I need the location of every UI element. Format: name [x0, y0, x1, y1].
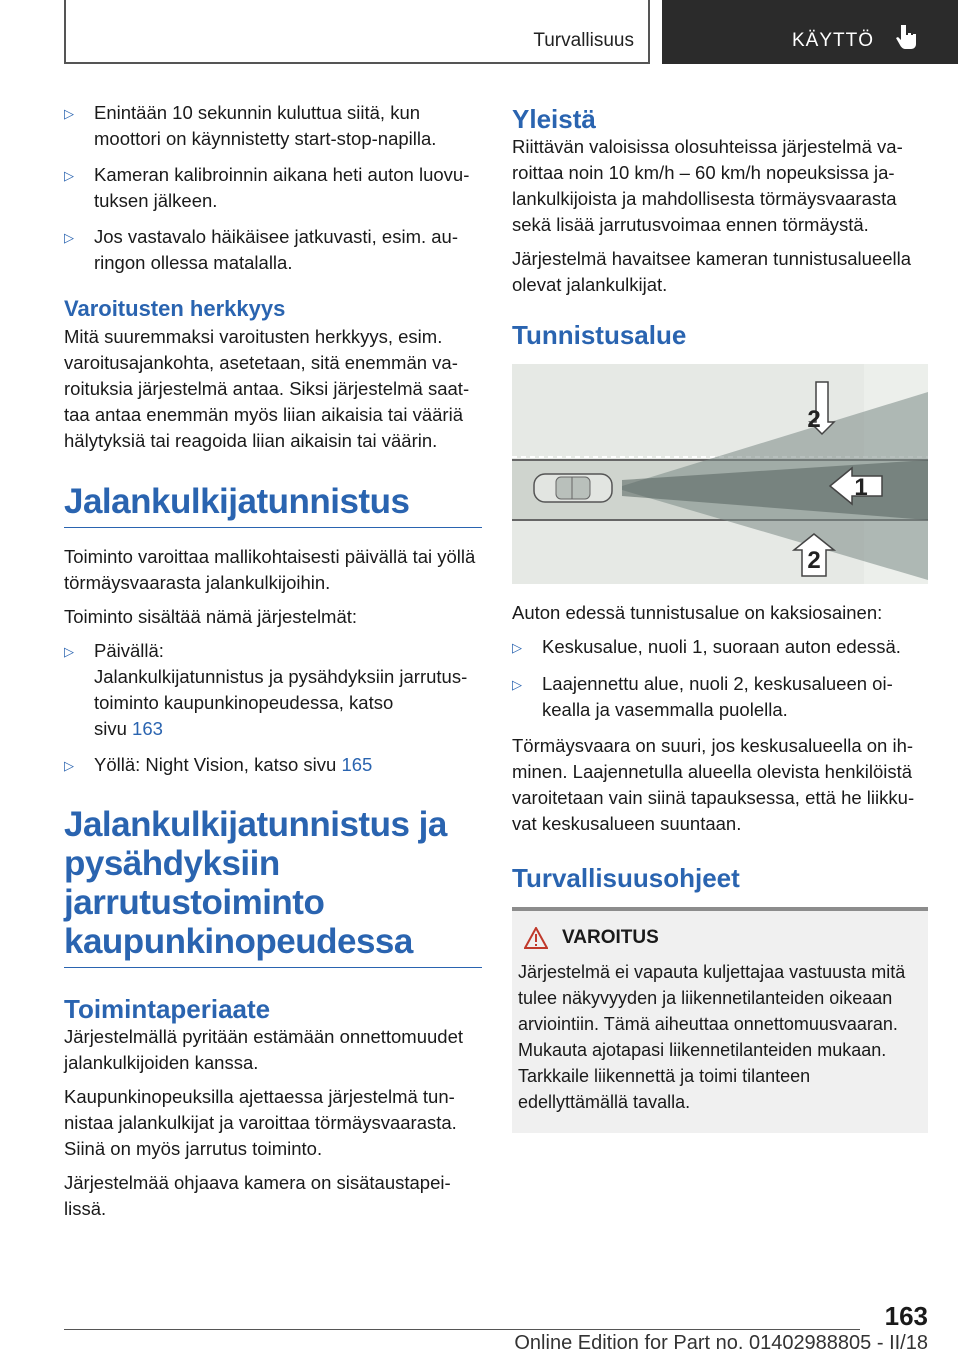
general-text-2: Järjestelmä havaitsee kameran tunnistusalueella olevat jalankulkijat.	[512, 248, 911, 295]
right-column	[512, 100, 928, 1133]
warning-text: Järjestelmä ei vapauta kuljettajaa vastuusta mitä tulee näkyvyyden ja liikennetilanteiden oikeaan arviointiin. Tämä aiheuttaa onnettomuusvaaran. Mukauta ajotapasi liikennetilanteiden mukaan. Tarkkaile liikennettä ja toimi tilanteen edellyttämällä tavalla.	[518, 962, 906, 1112]
principle-text-2: Kaupunkinopeuksilla ajettaessa järjestelmä tunnistaa jalankulkijat ja varoittaa törmäysvaarasta. Siinä on myös jarrutus toiminto.	[64, 1086, 457, 1159]
chapter-tab-label: KÄYTTÖ	[792, 30, 875, 51]
pedestrian-intro: Toiminto varoittaa mallikohtaisesti päivällä tai yöllä törmäysvaarasta jalankulkijoihin.	[64, 546, 476, 593]
detection-risk-text: Törmäysvaara on suuri, jos keskusalueella on ihminen. Laajennetulla alueella olevista henkilöistä varoitetaan vain siinä tapauksessa, että he liikkuvat keskusalueen suuntaan.	[512, 735, 915, 834]
svg-text:2: 2	[807, 547, 821, 574]
principle-text-3: Järjestelmää ohjaava kamera on sisätaustapeilissä.	[64, 1172, 451, 1219]
page-number: 163	[884, 1301, 928, 1331]
svg-text:2: 2	[807, 406, 821, 433]
svg-text:1: 1	[854, 474, 868, 501]
warning-title: VAROITUS	[562, 927, 659, 948]
detection-intro: Auton edessä tunnistusalue on kaksiosainen:	[512, 602, 883, 623]
triangle-bullet-icon: ▷	[512, 640, 522, 655]
triangle-bullet-icon: ▷	[64, 168, 74, 183]
general-text-1: Riittävän valoisissa olosuhteissa järjestelmä varoittaa noin 10 km/h – 60 km/h nopeuksissa jalankulkijoista ja mahdollisesta törmäysvaarasta sekä lisää jarrutusvoimaa ennen törmäystä.	[512, 136, 903, 235]
triangle-bullet-icon: ▷	[64, 644, 74, 659]
warning-box	[512, 907, 928, 1133]
detection-area-figure	[512, 364, 928, 584]
list-item: ▷ Päivällä: Jalankulkijatunnistus ja pysähdyksiin jarrutustoiminto kaupunkinopeudessa, katso sivu 163	[64, 638, 482, 742]
list-item: ▷ Keskusalue, nuoli 1, suoraan auton edessä.	[512, 634, 928, 661]
sensitivity-text: Mitä suuremmaksi varoitusten herkkyys, esim. varoitusajankohta, asetetaan, sitä enemmän varoituksia järjestelmä antaa. Siksi järjestelmä saattaa antaa enemmän myös liian aikaisia tai vääriä hälytyksiä tai reagoida liian aikaisin tai väärin.	[64, 326, 470, 451]
car-icon	[534, 474, 612, 502]
page-link-163[interactable]: 163	[132, 718, 163, 739]
sensitivity-heading: Varoitusten herkkyys	[64, 296, 286, 321]
list-item: ▷ Kameran kalibroinnin aikana heti auton luovutuksen jälkeen.	[64, 162, 482, 214]
principle-text-1: Järjestelmällä pyritään estämään onnettomuudet jalankulkijoiden kanssa.	[64, 1026, 464, 1073]
triangle-bullet-icon: ▷	[64, 106, 74, 121]
edition-text: Online Edition for Part no. 01402988805 - II/18	[514, 1332, 928, 1354]
list-item: ▷ Jos vastavalo häikäisee jatkuvasti, esim. auringon ollessa matalalla.	[64, 224, 482, 276]
hand-pointer-icon	[896, 24, 918, 50]
detection-area-heading: Tunnistusalue	[512, 320, 687, 350]
page-link-165[interactable]: 165	[341, 754, 373, 775]
triangle-bullet-icon: ▷	[512, 677, 522, 692]
detection-area-diagram	[512, 364, 928, 584]
list-item: ▷ Yöllä: Night Vision, katso sivu 165	[64, 752, 482, 779]
pedestrian-detection-heading: Jalankulkijatunnistus	[64, 482, 482, 528]
header-frame	[64, 0, 650, 64]
left-column	[64, 100, 482, 1230]
list-item: ▷ Enintään 10 sekunnin kuluttua siitä, kun moottori on käynnistetty start-stop-napilla.	[64, 100, 482, 152]
general-heading: Yleistä	[512, 104, 596, 134]
safety-heading: Turvallisuusohjeet	[512, 863, 740, 893]
footer-divider	[64, 1329, 860, 1330]
chapter-tab[interactable]	[662, 0, 958, 64]
section-title: Turvallisuus	[533, 30, 634, 51]
triangle-bullet-icon: ▷	[64, 758, 74, 773]
pedestrian-systems-intro: Toiminto sisältää nämä järjestelmät:	[64, 606, 358, 627]
principle-heading: Toimintaperiaate	[64, 994, 271, 1024]
list-item: ▷ Laajennettu alue, nuoli 2, keskusalueen oikealla ja vasemmalla puolella.	[512, 671, 928, 723]
triangle-bullet-icon: ▷	[64, 230, 74, 245]
warning-triangle-icon	[524, 927, 548, 949]
braking-function-heading: Jalankulkijatunnistus ja pysähdyksiin jarrutustoiminto kaupunkinopeudessa	[64, 805, 482, 968]
